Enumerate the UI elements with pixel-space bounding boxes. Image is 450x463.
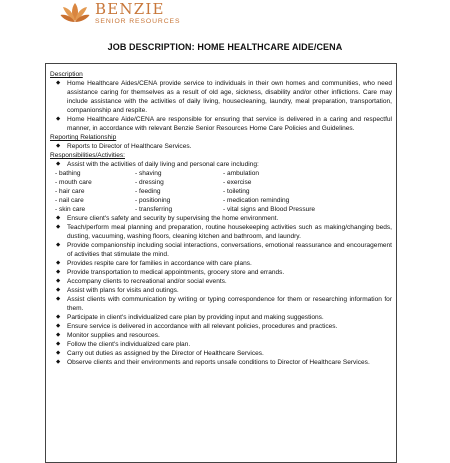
diamond-bullet-icon: ◆ bbox=[56, 278, 61, 284]
list-item-text: Assist clients with communication by writing or typing correspondence for them or researching information for them. bbox=[67, 296, 392, 312]
list-item bbox=[56, 160, 392, 169]
diamond-bullet-icon: ◆ bbox=[56, 296, 61, 302]
page-title: JOB DESCRIPTION: HOME HEALTHCARE AIDE/CENA bbox=[107, 42, 343, 52]
list-item-text: Carry out duties as assigned by the Director of Healthcare Services. bbox=[67, 350, 264, 357]
list-item bbox=[56, 223, 392, 241]
list-item-text: Monitor supplies and resources. bbox=[67, 332, 160, 339]
list-item bbox=[56, 259, 392, 268]
diamond-bullet-icon: ◆ bbox=[56, 341, 61, 347]
list-item bbox=[56, 286, 392, 295]
care-task: - vital signs and Blood Pressure bbox=[223, 206, 316, 213]
list-item-text: Provide transportation to medical appointments, grocery store and errands. bbox=[67, 269, 285, 276]
list-item-text: Reports to Director of Healthcare Services. bbox=[67, 143, 192, 150]
care-task: - toileting bbox=[223, 188, 250, 195]
responsibilities-list bbox=[50, 214, 392, 367]
diamond-bullet-icon: ◆ bbox=[56, 143, 61, 149]
brand bbox=[95, 2, 180, 26]
brand-subtitle: SENIOR RESOURCES bbox=[95, 18, 181, 26]
list-item-text: Home Healthcare Aides/CENA provide service to individuals in their own homes and communities, who need assistance caring for themselves as a result of old age, sickness, disability and/or other inflictions. Care may include assistance with the activities of daily living, housecleaning, laundry, meal preparation, transportation, companionship and respite. bbox=[67, 80, 392, 114]
header bbox=[60, 0, 180, 28]
care-task: - nail care bbox=[55, 197, 84, 204]
responsibilities-heading: Responsibilities/Activities: bbox=[50, 152, 125, 159]
list-item-text: Observe clients and their environments and reports unsafe conditions to Director of Healthcare Services. bbox=[67, 359, 370, 366]
list-item bbox=[56, 322, 392, 331]
care-task: - bathing bbox=[55, 170, 81, 177]
diamond-bullet-icon: ◆ bbox=[56, 224, 61, 230]
description-list bbox=[50, 79, 392, 133]
list-item-text: Provides respite care for families in accordance with care plans. bbox=[67, 260, 252, 267]
diamond-bullet-icon: ◆ bbox=[56, 242, 61, 248]
diamond-bullet-icon: ◆ bbox=[56, 80, 61, 86]
care-task: - ambulation bbox=[223, 170, 260, 177]
care-task: - hair care bbox=[55, 188, 85, 195]
list-item bbox=[56, 313, 392, 322]
care-task: - dressing bbox=[135, 179, 164, 186]
care-task: - positioning bbox=[135, 197, 171, 204]
care-task: - transferring bbox=[135, 206, 173, 213]
diamond-bullet-icon: ◆ bbox=[56, 314, 61, 320]
list-item bbox=[56, 268, 392, 277]
list-item-text: Provide companionship including social interactions, conversations, emotional reassurance and encouragement of activities that stimulate the mind. bbox=[67, 242, 392, 258]
care-task: - shaving bbox=[135, 170, 162, 177]
list-item-text: Home Healthcare Aide/CENA are responsible for ensuring that service is delivered in a caring and respectful manner, in accordance with relevant Benzie Senior Resources Home Care Policies and Guidelines. bbox=[67, 116, 392, 132]
diamond-bullet-icon: ◆ bbox=[56, 116, 61, 122]
care-task: - exercise bbox=[223, 179, 252, 186]
lotus-logo-icon bbox=[60, 1, 90, 27]
list-item bbox=[56, 115, 392, 133]
care-task: - feeding bbox=[135, 188, 161, 195]
list-item bbox=[56, 241, 392, 259]
care-task: - mouth care bbox=[55, 179, 92, 186]
list-item-text: Follow the client's individualized care plan. bbox=[67, 341, 191, 348]
care-task: - skin care bbox=[55, 206, 86, 213]
diamond-bullet-icon: ◆ bbox=[56, 323, 61, 329]
diamond-bullet-icon: ◆ bbox=[56, 287, 61, 293]
diamond-bullet-icon: ◆ bbox=[56, 332, 61, 338]
list-item bbox=[56, 358, 392, 367]
list-item bbox=[56, 79, 392, 115]
list-item bbox=[56, 331, 392, 340]
list-item-text: Teach/perform meal planning and preparation, routine housekeeping activities such as making/changing beds, dusting, vacuuming, washing floors, cleaning kitchen and bathroom, and laundry. bbox=[67, 224, 392, 240]
reporting-heading: Reporting Relationship bbox=[50, 134, 117, 141]
reporting-list bbox=[50, 142, 392, 151]
diamond-bullet-icon: ◆ bbox=[56, 359, 61, 365]
list-item-text: Ensure client's safety and security by supervising the home environment. bbox=[67, 215, 279, 222]
care-task: - medication reminding bbox=[223, 197, 290, 204]
responsibilities-intro: Assist with the activities of daily living and personal care including: bbox=[67, 161, 259, 168]
list-item bbox=[56, 142, 392, 151]
list-item bbox=[56, 349, 392, 358]
list-item-text: Assist with plans for visits and outings. bbox=[67, 287, 179, 294]
content-box bbox=[45, 63, 397, 463]
list-item bbox=[56, 214, 392, 223]
diamond-bullet-icon: ◆ bbox=[56, 260, 61, 266]
diamond-bullet-icon: ◆ bbox=[56, 350, 61, 356]
list-item bbox=[56, 340, 392, 349]
list-item-text: Participate in client's individualized care plan by providing input and making suggestions. bbox=[67, 314, 324, 321]
list-item bbox=[56, 277, 392, 286]
diamond-bullet-icon: ◆ bbox=[56, 161, 61, 167]
list-item bbox=[56, 295, 392, 313]
care-task-grid bbox=[55, 169, 392, 214]
list-item-text: Accompany clients to recreational and/or social events. bbox=[67, 278, 227, 285]
diamond-bullet-icon: ◆ bbox=[56, 215, 61, 221]
brand-name: BENZIE bbox=[95, 0, 165, 19]
diamond-bullet-icon: ◆ bbox=[56, 269, 61, 275]
description-heading: Description bbox=[50, 71, 83, 78]
list-item-text: Ensure service is delivered in accordance with all relevant policies, procedures and practices. bbox=[67, 323, 338, 330]
